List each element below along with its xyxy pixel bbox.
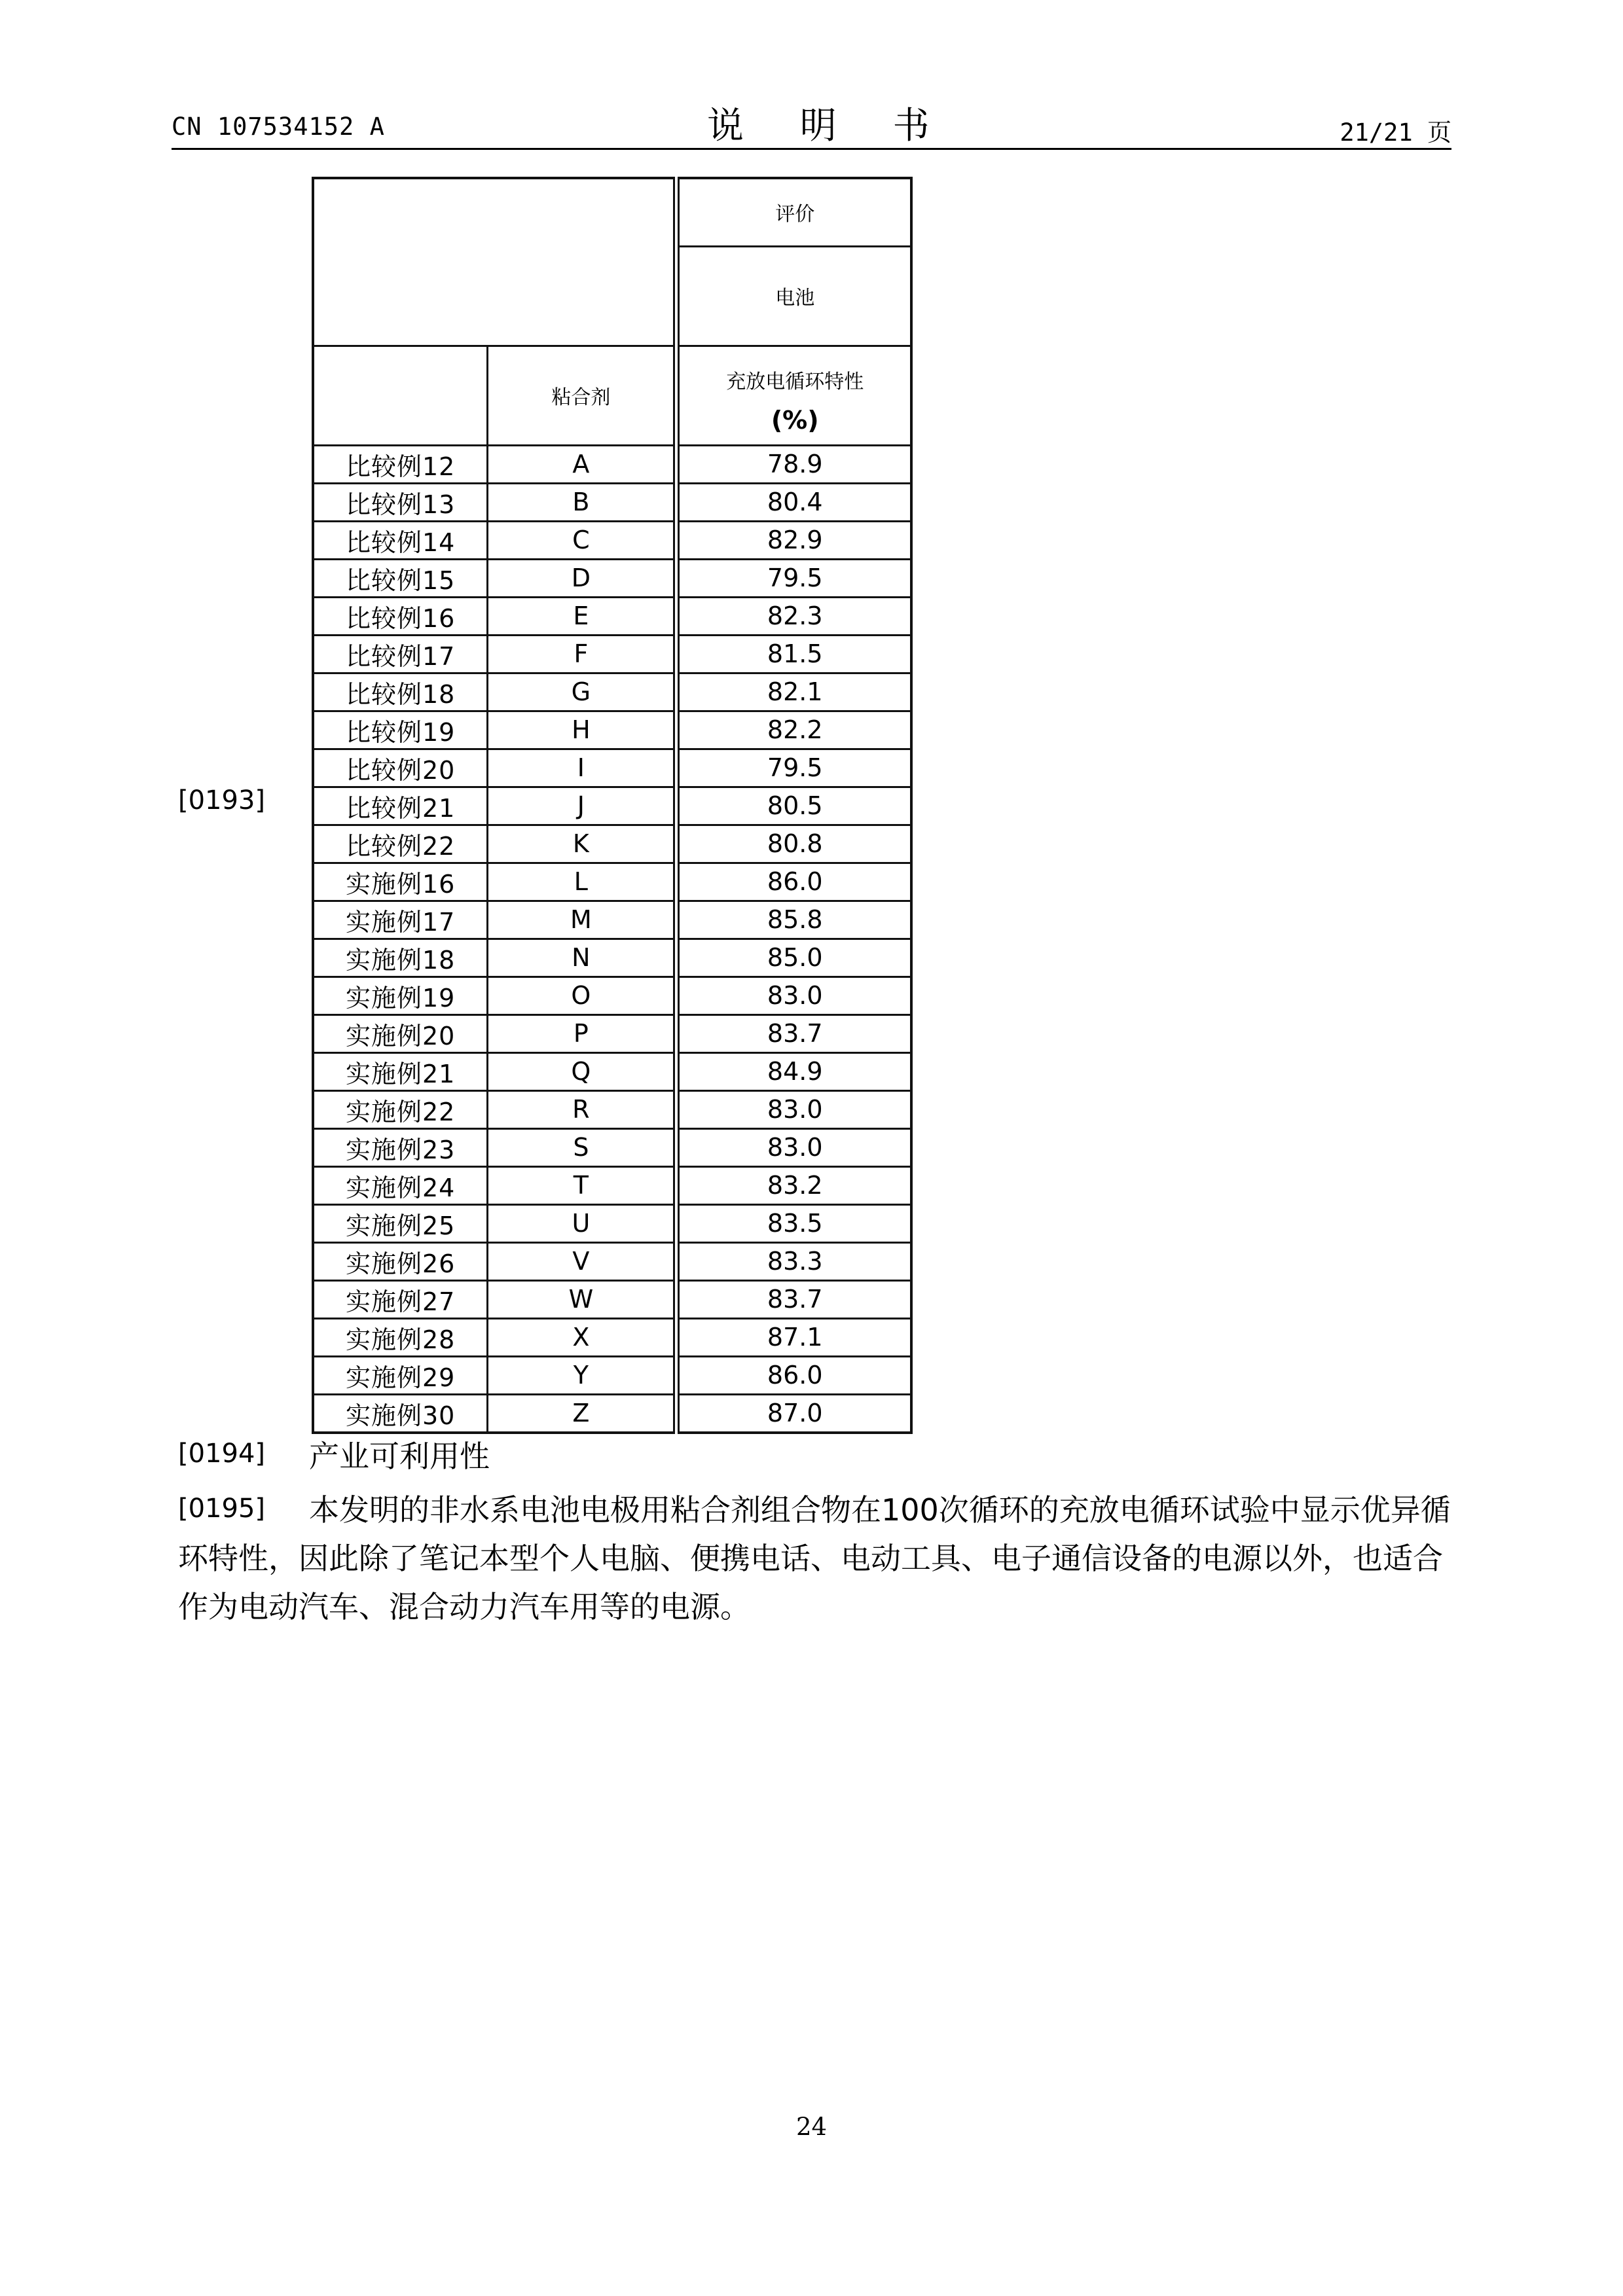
table-row (313, 939, 911, 977)
header-evaluation: 评价 (676, 178, 911, 246)
row-binder: F (488, 635, 677, 673)
table-row (313, 1318, 911, 1356)
table-row (313, 1052, 911, 1090)
row-cycle-value: 83.0 (676, 1128, 911, 1166)
row-binder: H (488, 711, 677, 749)
row-example-label: 比较例18 (313, 673, 488, 711)
row-binder: W (488, 1280, 677, 1318)
row-cycle-value: 85.0 (676, 939, 911, 977)
blank-header-cell (313, 178, 676, 346)
table-row (313, 1090, 911, 1128)
row-example-label: 实施例27 (313, 1280, 488, 1318)
row-binder: D (488, 559, 677, 597)
row-cycle-value: 83.0 (676, 977, 911, 1014)
table-row (313, 711, 911, 749)
table-row (313, 901, 911, 939)
table-row (313, 863, 911, 901)
row-cycle-value: 85.8 (676, 901, 911, 939)
row-binder: S (488, 1128, 677, 1166)
row-binder: G (488, 673, 677, 711)
row-example-label: 比较例19 (313, 711, 488, 749)
section-heading-industrial-applicability: 产业可利用性 (309, 1439, 490, 1474)
row-cycle-value: 80.4 (676, 483, 911, 521)
header-blank-example (313, 346, 488, 445)
row-binder: E (488, 597, 677, 635)
row-example-label: 实施例20 (313, 1014, 488, 1052)
row-example-label: 比较例13 (313, 483, 488, 521)
header-rule (172, 148, 1451, 150)
row-example-label: 实施例19 (313, 977, 488, 1014)
row-binder: Y (488, 1356, 677, 1394)
row-cycle-value: 79.5 (676, 559, 911, 597)
table-row (313, 559, 911, 597)
row-example-label: 比较例14 (313, 521, 488, 559)
row-binder: O (488, 977, 677, 1014)
row-cycle-value: 83.2 (676, 1166, 911, 1204)
row-example-label: 实施例30 (313, 1394, 488, 1433)
row-example-label: 实施例22 (313, 1090, 488, 1128)
row-example-label: 比较例12 (313, 445, 488, 483)
row-cycle-value: 83.5 (676, 1204, 911, 1242)
row-cycle-value: 87.0 (676, 1394, 911, 1433)
table-row (313, 977, 911, 1014)
row-cycle-value: 80.5 (676, 787, 911, 825)
row-binder: T (488, 1166, 677, 1204)
row-cycle-value: 86.0 (676, 863, 911, 901)
row-example-label: 比较例16 (313, 597, 488, 635)
table-row (313, 1356, 911, 1394)
patent-number: CN 107534152 A (172, 113, 385, 141)
row-binder: M (488, 901, 677, 939)
row-example-label: 比较例22 (313, 825, 488, 863)
table-row (313, 825, 911, 863)
row-binder: X (488, 1318, 677, 1356)
row-binder: Z (488, 1394, 677, 1433)
paragraph-0195-text: 本发明的非水系电池电极用粘合剂组合物在100次循环的充放电循环试验中显示优异循环特性，因此除了笔记本型个人电脑、便携电话、电动工具、电子通信设备的电源以外，也适合作为电动汽车、混合动力汽车用等的电源。 (178, 1492, 1451, 1624)
table-row (313, 1166, 911, 1204)
row-cycle-value: 80.8 (676, 825, 911, 863)
row-example-label: 实施例25 (313, 1204, 488, 1242)
table-row (313, 1128, 911, 1166)
page-indicator: 21/21 页 (1340, 118, 1451, 147)
table-row (313, 749, 911, 787)
row-example-label: 实施例16 (313, 863, 488, 901)
row-example-label: 实施例21 (313, 1052, 488, 1090)
row-binder: L (488, 863, 677, 901)
row-example-label: 实施例26 (313, 1242, 488, 1280)
header-cycle-characteristics (676, 346, 911, 445)
row-binder: N (488, 939, 677, 977)
row-binder: C (488, 521, 677, 559)
table-row (313, 635, 911, 673)
row-cycle-value: 86.0 (676, 1356, 911, 1394)
row-cycle-value: 81.5 (676, 635, 911, 673)
table-row (313, 1280, 911, 1318)
table-row (313, 1394, 911, 1433)
row-binder: P (488, 1014, 677, 1052)
row-example-label: 实施例24 (313, 1166, 488, 1204)
table-row (313, 483, 911, 521)
row-binder: U (488, 1204, 677, 1242)
table-row (313, 1014, 911, 1052)
row-example-label: 比较例17 (313, 635, 488, 673)
row-cycle-value: 83.3 (676, 1242, 911, 1280)
table-row (313, 787, 911, 825)
page-number: 24 (795, 2113, 828, 2141)
row-cycle-value: 82.1 (676, 673, 911, 711)
row-cycle-value: 83.7 (676, 1280, 911, 1318)
row-binder: I (488, 749, 677, 787)
header-cycle-label: 充放电循环特性 (726, 370, 864, 393)
row-example-label: 比较例15 (313, 559, 488, 597)
row-binder: Q (488, 1052, 677, 1090)
row-example-label: 比较例20 (313, 749, 488, 787)
row-cycle-value: 82.9 (676, 521, 911, 559)
row-example-label: 实施例29 (313, 1356, 488, 1394)
table-row (313, 1204, 911, 1242)
row-cycle-value: 78.9 (676, 445, 911, 483)
row-binder: B (488, 483, 677, 521)
table-row (313, 673, 911, 711)
row-cycle-value: 79.5 (676, 749, 911, 787)
row-example-label: 实施例17 (313, 901, 488, 939)
table-row (313, 521, 911, 559)
row-example-label: 实施例28 (313, 1318, 488, 1356)
row-example-label: 比较例21 (313, 787, 488, 825)
header-unit: (%) (771, 406, 819, 435)
row-cycle-value: 83.7 (676, 1014, 911, 1052)
paragraph-number-0194: [0194] (178, 1439, 266, 1469)
row-cycle-value: 83.0 (676, 1090, 911, 1128)
header-binder: 粘合剂 (488, 346, 677, 445)
row-binder: V (488, 1242, 677, 1280)
row-cycle-value: 84.9 (676, 1052, 911, 1090)
row-cycle-value: 87.1 (676, 1318, 911, 1356)
table-row (313, 1242, 911, 1280)
paragraph-number-0195: [0195] (178, 1494, 266, 1524)
row-example-label: 实施例18 (313, 939, 488, 977)
row-binder: J (488, 787, 677, 825)
row-binder: K (488, 825, 677, 863)
table-row (313, 445, 911, 483)
row-binder: A (488, 445, 677, 483)
header-battery: 电池 (676, 246, 911, 346)
row-cycle-value: 82.3 (676, 597, 911, 635)
cycle-characteristics-table (312, 177, 913, 1434)
document-title: 说 明 书 (707, 105, 952, 147)
row-cycle-value: 82.2 (676, 711, 911, 749)
paragraph-number-0193: [0193] (178, 785, 266, 816)
table-row (313, 597, 911, 635)
row-binder: R (488, 1090, 677, 1128)
row-example-label: 实施例23 (313, 1128, 488, 1166)
